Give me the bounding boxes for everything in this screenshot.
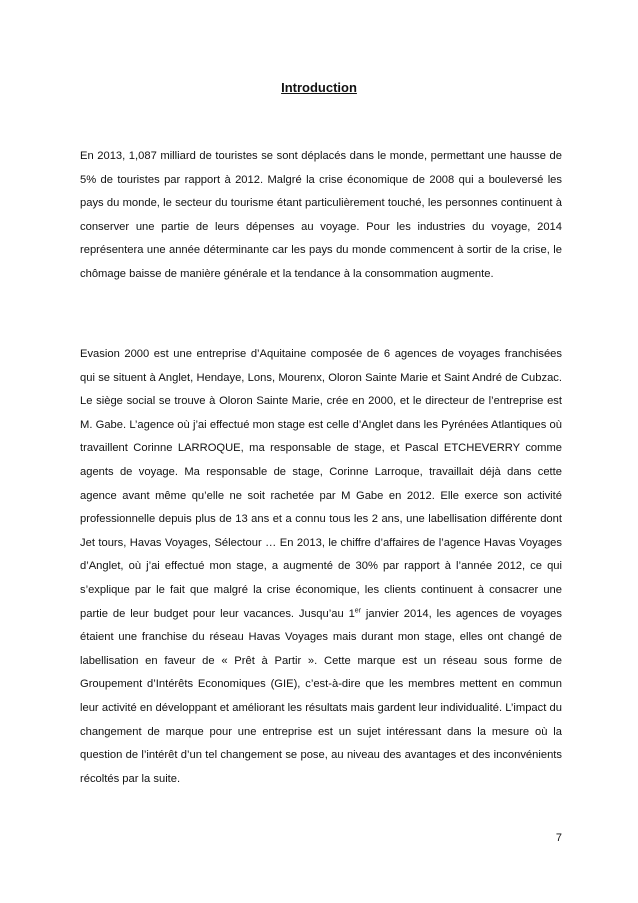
paragraph-intro-tourism: En 2013, 1,087 milliard de touristes se sont déplacés dans le monde, permettant une hausse de 5% de touristes par rapport à 2012. Malgré la crise économique de 2008 qui a bouleversé les pays du monde, le secteur du tourisme étant particulièrement touché, les personnes continuent à conserver une partie de leurs dépenses au voyage. Pour les industries du voyage, 2014 représentera une année déterminante car les pays du monde commencent à sortir de la crise, le chômage baisse de manière générale et la tendance à la consommation augmente. (80, 150, 562, 280)
paragraph-text-part-2: janvier 2014, les agences de voyages étaient une franchise du réseau Havas Voyages mais durant mon stage, elles ont changé de labellisation en faveur de « Prêt à Partir ». Cette marque est un réseau sous forme de Groupement d’Intérêts Economiques (GIE), c’est-à-dire que les membres mettent en commun leur activité en développant et améliorant les résultats mais gardent leur individualité. L’impact du changement de marque pour une entreprise est un sujet intéressant dans la mesure où la question de l’intérêt d’un tel changement se pose, au niveau des avantages et des inconvénients récoltés par la suite. (80, 607, 562, 785)
paragraph-text-part-1: Evasion 2000 est une entreprise d’Aquitaine composée de 6 agences de voyages franchisées qui se situent à Anglet, Hendaye, Lons, Mourenx, Oloron Sainte Marie et Saint André de Cubzac. Le siège social se trouve à Oloron Sainte Marie, crée en 2000, et le directeur de l’entreprise est M. Gabe. L’agence où j’ai effectué mon stage est celle d’Anglet dans les Pyrénées Atlantiques où travaillent Corinne LARROQUE, ma responsable de stage, et Pascal ETCHEVERRY comme agents de voyage. Ma responsable de stage, Corinne Larroque, travaillait déjà dans cette agence avant même qu’elle ne soit rachetée par M Gabe en 2012. Elle exerce son activité professionnelle depuis plus de 13 ans et a connu tous les 2 ans, une labellisation différente dont Jet tours, Havas Voyages, Sélectour … En 2013, le chiffre d’affaires de l’agence Havas Voyages d’Anglet, où j’ai effectué mon stage, a augmenté de 30% par rapport à l’année 2012, ce qui s’explique par le fait que malgré la crise économique, les clients continuent à consacrer une partie de leur budget pour leur vacances. Jusqu’au 1 (80, 348, 562, 620)
paragraph-evasion-2000 (80, 343, 562, 791)
page-number: 7 (555, 832, 562, 844)
page-title: Introduction (281, 80, 357, 95)
ordinal-superscript: er (354, 606, 362, 614)
